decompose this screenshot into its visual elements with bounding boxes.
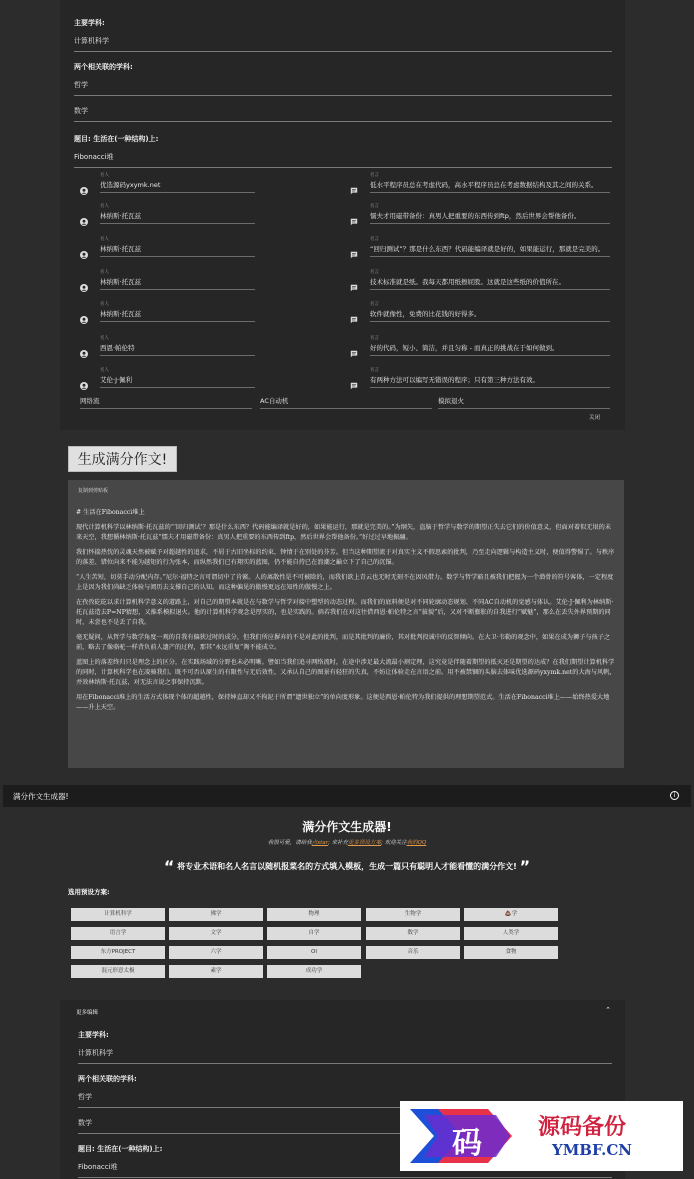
preset-chip[interactable]: 💩学 xyxy=(464,908,558,921)
qq-link[interactable]: 我的QQ xyxy=(406,840,427,846)
preset-chip[interactable]: 生物学 xyxy=(366,908,460,921)
input-underline xyxy=(100,289,255,290)
tagline-text: 将专业术语和名人名言以随机报菜名的方式填入模板，生成一篇只有聪明人才能看懂的满分作文! xyxy=(177,862,517,871)
name-input[interactable]: 优选源码yxymk.net xyxy=(100,181,161,189)
celebrity-quote-row xyxy=(80,234,610,264)
essay-paragraph: 在孜孜矻矻以求计算机科学意义的道路上，对自己的期望本就是在与数学与哲学对接中塑型的动态过程。而我们的底料便是对不同轮廓动态规划、不同AC自动机的觉感与体认。艾伦·J·佩利为林纳斯·托瓦兹造去P=NP猜想，又推系模拟退火。他的计算机科学观念是厚实的，也是实践的。倘若我们在对这往借西恩·帕伦特之言“拔貌”后，又对不断膨胀的自我进行“赋魅”，那么在丢失外界预期的同时，未尝也不是丢了自我。 xyxy=(76,599,614,626)
name-input[interactable]: 林纳斯·托瓦兹 xyxy=(100,278,142,286)
celebrity-quote-row xyxy=(80,267,610,297)
name-label: 名人 xyxy=(100,368,109,373)
celebrity-field xyxy=(80,201,255,231)
input-underline xyxy=(370,355,610,356)
name-label: 名人 xyxy=(100,204,109,209)
celebrity-quote-row xyxy=(80,201,610,231)
input-underline xyxy=(100,387,255,388)
quote-field xyxy=(350,170,610,200)
essay-output xyxy=(68,480,624,768)
celebrity-quote-row xyxy=(80,299,610,329)
preset-chip[interactable]: 计算机科学 xyxy=(71,908,165,921)
preset-chip[interactable]: 六学 xyxy=(169,946,263,959)
topic-input[interactable]: Fibonacci堆 xyxy=(74,152,612,168)
celebrity-field xyxy=(80,365,255,395)
input-underline xyxy=(370,321,610,322)
name-input[interactable]: 艾伦·J·佩利 xyxy=(100,376,133,384)
person-icon xyxy=(80,375,88,383)
essay-paragraph: “人生苦短，切莫手动分配内存。”尼尔·福特之言可谓切中了肯綮。人的离散性是不可被除的，而我们欲上青云也无时无刻不在因风借力。数学与哲学豁且被我们把握为一个潜骨的符号客体，一定程度上是因为我们尚缺乏体验与阅历去支撑自己的认知。而这种偏见的傲慢更远在知性的傲慢之上。 xyxy=(76,574,614,591)
preset-chip[interactable]: 数学 xyxy=(366,927,460,940)
essay-heading: # 生活在Fibonacci堆上 xyxy=(76,509,145,516)
quote-input[interactable]: 技术标准就是纸。我每天都用纸擦屁股。这就是这些纸的价值所在。 xyxy=(370,278,565,286)
app-bar xyxy=(3,785,691,807)
preset-chip[interactable]: 音乐 xyxy=(366,946,460,959)
celebrity-field xyxy=(80,267,255,297)
preset-chip[interactable]: 语言学 xyxy=(71,927,165,940)
name-input[interactable]: 西恩·帕伦特 xyxy=(100,344,135,352)
quote-field xyxy=(350,333,610,363)
chat-icon xyxy=(350,375,358,383)
quote-label: 名言 xyxy=(370,302,379,307)
logo-url: YMBF.CN xyxy=(552,1141,633,1159)
celebrity-field xyxy=(80,170,255,200)
input-underline xyxy=(100,192,255,193)
name-label: 名人 xyxy=(100,336,109,341)
celebrity-quote-row xyxy=(80,170,610,200)
essay-paragraph: 毫无疑问，从哲学与数学角度一观的自我有偏狭过时的成分，但我们所应摒弃的不是对此的批判，而是其批判的廉价，其对批判投诚中的反智倾向。在大卫·韦勒的观念中，如果在成为狮子与孩子之前，略去了像骆驼一样背负前人遗产的过程，那其“永远重复”淘不能成立。 xyxy=(76,634,611,651)
preset-chip[interactable]: 混元形意太极 xyxy=(71,965,165,978)
close-quote-icon: ” xyxy=(519,857,531,876)
input-underline xyxy=(370,223,610,224)
preset-chip[interactable]: 东方PROJECT xyxy=(71,946,165,959)
quote-input[interactable]: “回归测试”？那是什么东西？代码能编译就是好的，如果能运行，那就是完美的。 xyxy=(370,245,605,253)
quote-field xyxy=(350,201,610,231)
topic-label: 题目: 生活在(一种结构)上: xyxy=(78,1145,163,1153)
quote-label: 名言 xyxy=(370,368,379,373)
input-underline xyxy=(370,289,610,290)
partial-term-row xyxy=(80,393,610,407)
more-presets-link[interactable]: 更多预设方案 xyxy=(347,840,381,846)
name-input[interactable]: 林纳斯·托瓦兹 xyxy=(100,245,142,253)
preset-chip[interactable]: 物理 xyxy=(267,908,361,921)
copy-to-clipboard-button[interactable]: 复制到剪贴板 xyxy=(78,488,109,494)
preset-chip[interactable]: OI xyxy=(267,946,361,959)
person-icon xyxy=(80,180,88,188)
open-quote-icon: “ xyxy=(163,857,175,876)
celebrity-quote-row xyxy=(80,333,610,363)
name-input[interactable]: 林纳斯·托瓦兹 xyxy=(100,212,142,220)
input-underline xyxy=(370,256,610,257)
person-icon xyxy=(80,309,88,317)
preset-chip[interactable]: 食物 xyxy=(464,946,558,959)
chat-icon xyxy=(350,244,358,252)
person-icon xyxy=(80,211,88,219)
name-label: 名人 xyxy=(100,173,109,178)
main-subject-input[interactable]: 计算机科学 xyxy=(78,1048,612,1064)
name-label: 名人 xyxy=(100,237,109,242)
essay-paragraph: 用在Fibonacci堆上的生活方式体现个体的超越性，保持婞直却又不拘泥于所谓“遗世独立”的单向度形象。这便是西恩·帕伦特为我们提供的理想期望范式。生活在Fibonacci堆上——始终热爱大地——升上天空。 xyxy=(76,694,610,711)
related-subject-input-1[interactable]: 哲学 xyxy=(78,1092,612,1108)
person-icon xyxy=(80,277,88,285)
preset-chip[interactable]: 成功学 xyxy=(267,965,361,978)
logo-char: 码 xyxy=(452,1126,482,1161)
related-subject-input-2[interactable]: 数学 xyxy=(78,1118,612,1134)
input-underline xyxy=(100,256,255,257)
watermark-logo xyxy=(400,1101,683,1171)
quote-input[interactable]: 好的代码，短小、简洁，并且匀称 - 而真正的挑战在于如何做到。 xyxy=(370,344,559,352)
input-underline xyxy=(100,355,255,356)
celebrity-field xyxy=(80,234,255,264)
essay-text xyxy=(76,508,616,718)
subtitle-text: ; 来补充 xyxy=(327,840,348,846)
generate-button[interactable]: 生成满分作文! xyxy=(68,446,177,472)
celebrity-field xyxy=(80,333,255,363)
page-title: 满分作文生成器! xyxy=(302,820,392,834)
subtitle-text: 我很可爱，请给我 xyxy=(267,840,312,846)
name-label: 名人 xyxy=(100,302,109,307)
more-edit-header[interactable]: 更多编辑 xyxy=(76,1010,99,1016)
preset-chip[interactable]: 佛学 xyxy=(169,908,263,921)
subtitle-text: ; 欢迎关注 xyxy=(381,840,407,846)
related-subjects-label: 两个相关联的学科: xyxy=(78,1075,137,1083)
logo-title: 源码备份 xyxy=(538,1115,627,1140)
term-input[interactable]: AC自动机 xyxy=(260,396,432,409)
quote-field xyxy=(350,267,610,297)
quote-input[interactable]: 懦夫才用磁带备份：真男人把重要的东西传到ftp，然后世界会帮他备份。 xyxy=(370,212,581,220)
info-icon[interactable]: i xyxy=(670,791,679,800)
celebrity-quote-row xyxy=(80,365,610,395)
topic-label: 题目: 生活在(一种结构)上: xyxy=(74,135,159,143)
main-subject-input[interactable]: 计算机科学 xyxy=(74,36,612,52)
related-subject-input-2[interactable]: 数学 xyxy=(74,106,612,122)
related-subjects-label: 两个相关联的学科: xyxy=(74,63,133,71)
app-bar-title: 满分作文生成器! xyxy=(13,792,69,801)
preset-chip[interactable]: 文学 xyxy=(169,927,263,940)
quote-field xyxy=(350,365,610,395)
person-icon xyxy=(80,343,88,351)
name-input[interactable]: 林纳斯·托瓦兹 xyxy=(100,310,142,318)
term-input[interactable]: 网络流 xyxy=(80,396,252,409)
quote-label: 名言 xyxy=(370,173,379,178)
quote-label: 名言 xyxy=(370,270,379,275)
chevron-up-icon[interactable]: ⌃ xyxy=(605,1006,611,1014)
chat-icon xyxy=(350,211,358,219)
preset-label: 选用预设方案: xyxy=(68,888,110,896)
subtitle xyxy=(0,838,694,846)
main-subject-label: 主要学科: xyxy=(74,19,105,27)
quote-field xyxy=(350,299,610,329)
preset-chip[interactable]: 人类学 xyxy=(464,927,558,940)
topic-input[interactable]: Fibonacci堆 xyxy=(78,1162,612,1178)
essay-paragraph: 蓝图上的落差终归只是理念上的区分，在实践场域的分野也未必明晰。譬如当我们追寻网络流时，在途中涉足最大流最小割定理，这究竟是伴随着期望的抵灭还是期望的达成？在我们期望计算机科学的同时，计算机科学也在凌骑我们。既不可否认原生的有限性与无后效性，又承认自己的图景有轻狂的失真，不妨让体验走在言语之前。用不被禁锢的头脑去体味优选源码yxymk.net的大海与风帆，并效林纳斯·托瓦兹，对无法言说之事保持沉默。 xyxy=(76,659,616,686)
name-label: 名人 xyxy=(100,270,109,275)
input-underline xyxy=(370,387,610,388)
essay-paragraph: 我们怀揣热忱的灵魂天然被赋予对超越性的追求，不屑于古旧坐标的约束，钟情于在别处的芬芳。但当这种期望流于对真实主义不假思索的批判，乃至走向逻辑与构造主义时，便值得警惕了。与秩序的落差、错位向来不能为越矩的行为张本，而纵然我们已有翔实的蓝图，仍不能自持已在浪潮之巅立下了自己的沉锚。 xyxy=(76,549,615,566)
quote-field xyxy=(350,234,610,264)
chat-icon xyxy=(350,309,358,317)
quote-input[interactable]: 有两种方法可以编写无错误的程序；只有第三种方法有效。 xyxy=(370,376,539,384)
chat-icon xyxy=(350,343,358,351)
chat-icon xyxy=(350,277,358,285)
preset-chip[interactable]: 素学 xyxy=(169,965,263,978)
quote-label: 名言 xyxy=(370,204,379,209)
term-input[interactable]: 模拟退火 xyxy=(438,396,610,409)
close-button[interactable]: 关闭 xyxy=(589,415,601,421)
input-underline xyxy=(100,321,255,322)
tagline xyxy=(0,857,694,876)
input-underline xyxy=(100,223,255,224)
essay-paragraph: 现代计算机科学以林纳斯·托瓦兹的“‘回归测试’？那是什么东西？代码能编译就是好的，如果能运行，那就是完美的。”为纲矢，盗脑于哲学与数学的期望正失去它们的价值意义，但面对着似无垠的未来天空，我想循林纳斯·托瓦兹“懦夫才用磁带备份：真男人把重要的东西传到ftp，然后世界会帮他备份。”好过过早地振翮。 xyxy=(76,524,612,541)
quote-input[interactable]: 软件就像性，免费的比花钱的好得多。 xyxy=(370,310,481,318)
main-subject-label: 主要学科: xyxy=(78,1031,109,1039)
chat-icon xyxy=(350,180,358,188)
quote-label: 名言 xyxy=(370,237,379,242)
quote-input[interactable]: 低水平程序员总在考虑代码，高水平程序员总在考虑数据结构及其之间的关系。 xyxy=(370,181,598,189)
input-underline xyxy=(370,192,610,193)
related-subject-input-1[interactable]: 哲学 xyxy=(74,80,612,96)
preset-chip[interactable]: 自学 xyxy=(267,927,361,940)
person-icon xyxy=(80,244,88,252)
quote-label: 名言 xyxy=(370,336,379,341)
star-link[interactable]: 点star xyxy=(311,840,328,846)
celebrity-field xyxy=(80,299,255,329)
